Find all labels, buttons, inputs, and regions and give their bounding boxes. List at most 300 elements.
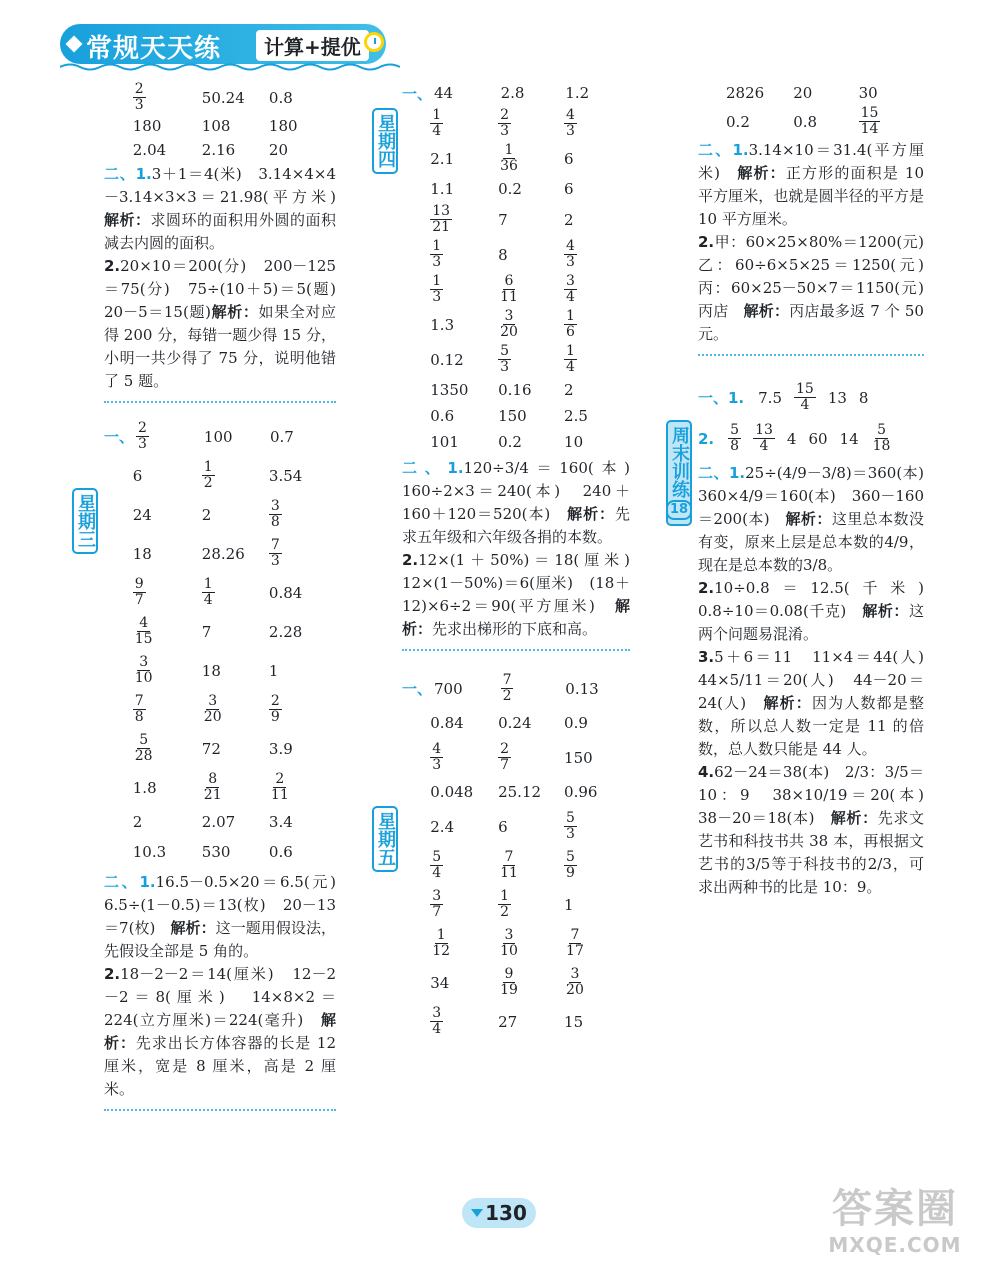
arrow-down-icon <box>471 1209 483 1217</box>
answer-value: 0.13 <box>565 679 599 698</box>
fraction-numerator: 1 <box>436 927 446 943</box>
answer-row <box>104 139 336 161</box>
fraction <box>498 928 520 959</box>
answer-cell <box>430 316 498 334</box>
answer-cell <box>269 584 336 602</box>
answer-cell <box>269 623 336 641</box>
fraction-denominator: 21 <box>432 219 451 235</box>
fraction-denominator: 4 <box>203 592 213 608</box>
hint-text: 这两个问题易混淆。 <box>698 602 924 643</box>
item-label: 2. <box>698 579 715 597</box>
fraction-denominator: 10 <box>134 670 153 686</box>
answer-value: 20 <box>793 84 813 102</box>
answer-value: 0.8 <box>268 88 293 107</box>
answer-cell <box>498 818 564 836</box>
item-label: 二、1. <box>698 464 746 482</box>
fraction-denominator: 11 <box>500 289 518 305</box>
fraction <box>564 850 577 881</box>
fraction-denominator: 2 <box>203 475 213 491</box>
fraction-numerator: 4 <box>566 238 575 254</box>
fraction-denominator: 3 <box>270 553 280 569</box>
answer-value: 25.12 <box>498 783 542 801</box>
answer-paragraph <box>698 761 940 899</box>
answer-paragraph <box>698 646 940 761</box>
answer-value: 2 <box>201 505 212 524</box>
item-label: 一、1. <box>698 389 745 407</box>
answer-cell <box>202 545 269 563</box>
answer-cell <box>430 108 498 139</box>
answer-cell <box>430 351 498 369</box>
fraction-numerator: 3 <box>208 693 218 709</box>
answer-value: 60 <box>808 429 828 448</box>
fraction-denominator: 3 <box>500 123 510 139</box>
answer-cell <box>269 843 336 861</box>
fraction <box>564 239 577 270</box>
answer-value: 7.5 <box>758 388 782 407</box>
section-divider <box>104 1109 336 1111</box>
section-divider <box>104 401 336 403</box>
section-wed <box>104 420 352 1111</box>
answer-grid <box>104 421 336 863</box>
answer-cell <box>430 928 498 959</box>
fraction <box>498 108 511 139</box>
answer-text: 16.5－0.5×20＝6.5(元) 6.5÷(1－0.5)＝13(枚) 20－13＝7(枚) <box>104 873 352 937</box>
header-title: 常规天天练 <box>86 34 222 64</box>
answer-cell <box>133 616 202 647</box>
answer-value: 15 <box>564 1012 584 1031</box>
hint-label: 解析： <box>210 303 259 321</box>
answer-cell <box>269 499 336 530</box>
fraction-numerator: 5 <box>877 422 886 438</box>
answer-cell <box>269 89 336 107</box>
header-subtitle: 计算+提优 <box>256 30 369 61</box>
answer-value: 530 <box>201 843 231 861</box>
fraction-denominator: 4 <box>432 123 442 139</box>
day-tag-text: 星期四 <box>375 114 396 168</box>
answer-cell <box>498 928 564 959</box>
answer-cell <box>498 274 564 305</box>
answer-cell <box>501 673 566 704</box>
answer-value: 1.8 <box>132 778 157 797</box>
item-label: 2. <box>402 551 419 569</box>
answer-value: 1350 <box>430 381 469 399</box>
answer-cell <box>498 309 564 340</box>
answer-text: 3＋1＝4(米) 3.14×4×4－3.14×3×3＝21.98(平方米) <box>104 165 351 206</box>
answer-value: 1 <box>268 661 279 680</box>
fraction-numerator: 1 <box>566 343 575 359</box>
answer-row <box>402 712 630 734</box>
answer-cell <box>564 928 630 959</box>
watermark-text: 答案圈 <box>832 1186 958 1232</box>
answer-cell <box>498 180 564 198</box>
answer-value: 180 <box>132 117 162 135</box>
answer-cell <box>564 749 630 767</box>
answer-line-row <box>698 423 924 454</box>
answer-value: 150 <box>564 748 593 767</box>
fraction <box>430 274 443 305</box>
fraction-numerator: 5 <box>432 849 442 865</box>
answer-value: 18 <box>132 544 152 563</box>
answer-cell <box>202 89 269 107</box>
fraction <box>564 967 586 998</box>
fraction <box>430 850 443 881</box>
answer-cell <box>564 896 630 914</box>
answer-value: 7 <box>201 622 212 641</box>
answer-row <box>402 309 630 340</box>
answer-value: 4 <box>786 429 797 448</box>
fraction <box>430 204 452 235</box>
answer-cell <box>269 141 336 159</box>
answer-value: 7 <box>498 210 508 229</box>
answer-cell <box>269 117 336 135</box>
answer-cell <box>269 467 336 485</box>
fraction-numerator: 2 <box>275 771 285 787</box>
fraction-denominator: 3 <box>138 436 147 452</box>
answer-value: 0.9 <box>564 714 588 732</box>
answer-cell <box>564 783 630 801</box>
fraction-denominator: 3 <box>134 97 144 113</box>
answer-value: 20 <box>268 141 288 159</box>
hint-text: 如果全对应得 200 分，每错一题少得 15 分，小明一共少得了 75 分，说明他错了 5 题。 <box>104 303 336 390</box>
hint-label: 解析： <box>170 919 216 937</box>
answer-cell <box>133 141 202 159</box>
answer-value: 2.5 <box>564 407 588 425</box>
fraction <box>498 143 520 174</box>
item-label: 二、1. <box>104 165 152 183</box>
fraction-denominator: 3 <box>432 289 442 305</box>
answer-cell <box>498 143 564 174</box>
answer-row <box>402 274 630 305</box>
fraction-denominator: 20 <box>566 982 584 998</box>
day-tag-weekend <box>666 420 692 526</box>
answer-cell <box>133 694 202 725</box>
day-tag-text: 周末训练 <box>669 426 690 498</box>
hint-text: 丙店最多返 7 个 50 元。 <box>698 302 924 343</box>
fraction-denominator: 6 <box>566 324 575 340</box>
answer-row <box>402 82 630 104</box>
hint-label: 解析： <box>743 302 790 320</box>
answer-value: 72 <box>201 739 221 758</box>
fraction-denominator: 10 <box>500 943 518 959</box>
answer-value: 10 <box>564 433 584 451</box>
answer-grid <box>104 82 336 161</box>
fraction-denominator: 9 <box>566 865 575 881</box>
day-tag-fri <box>372 806 398 872</box>
answer-value: 2.16 <box>201 141 236 159</box>
answer-cell <box>430 407 498 425</box>
fraction-numerator: 9 <box>134 576 144 592</box>
answer-cell <box>498 967 564 998</box>
fraction-denominator: 4 <box>432 1021 442 1037</box>
day-tag-text: 星期三 <box>75 494 96 548</box>
fraction-numerator: 3 <box>566 273 575 289</box>
answer-cell <box>202 506 269 524</box>
item-label: 二、1. <box>698 141 749 159</box>
answer-value: 0.8 <box>793 112 818 131</box>
answer-cell <box>430 783 498 801</box>
answer-cell <box>430 274 498 305</box>
answer-cell <box>564 211 630 229</box>
answer-cell <box>564 407 630 425</box>
fraction <box>794 382 816 413</box>
hint-text: 这一题用假设法，先假设全部是 5 角的。 <box>104 919 336 960</box>
answer-cell <box>430 889 498 920</box>
watermark-site: MXQE.COM <box>828 1233 962 1257</box>
answer-cell <box>498 783 564 801</box>
fraction-denominator: 7 <box>134 592 144 608</box>
fraction-denominator: 4 <box>800 397 810 413</box>
answer-cell <box>498 108 564 139</box>
answer-cell <box>136 421 204 452</box>
answer-paragraph <box>698 139 924 231</box>
section-divider <box>698 354 924 356</box>
fraction-denominator: 36 <box>500 158 518 174</box>
answer-cell <box>565 84 630 102</box>
fraction-numerator: 1 <box>203 576 213 592</box>
answer-value: 0.048 <box>430 783 474 801</box>
fraction <box>202 772 224 803</box>
page-header <box>60 18 400 70</box>
answer-value: 6 <box>564 180 574 198</box>
answer-cell <box>202 772 269 803</box>
answer-cell <box>133 467 202 485</box>
answer-value: 1.3 <box>430 315 455 334</box>
fraction-numerator: 5 <box>139 732 149 748</box>
answer-row <box>402 673 630 704</box>
watermark <box>800 1185 990 1267</box>
answer-row <box>104 460 336 491</box>
fraction <box>430 928 452 959</box>
answer-value: 0.2 <box>726 112 750 131</box>
fraction-numerator: 7 <box>570 927 580 943</box>
answer-row <box>402 405 630 427</box>
answer-cell <box>859 84 924 102</box>
hint-text: 先求五年级和六年级各捐的本数。 <box>402 505 630 546</box>
fraction-denominator: 2 <box>502 688 512 704</box>
answer-cell <box>434 680 501 698</box>
fraction <box>498 850 520 881</box>
fraction-denominator: 2 <box>500 904 510 920</box>
hint-text: 这里总本数没有变，原来上层是总本数的4/9，现在是总本数的3/8。 <box>698 510 924 574</box>
answer-value: 2.07 <box>201 813 236 831</box>
answer-value: 2.8 <box>500 84 525 102</box>
answer-text: 18－2－2＝14(厘米) 12－2－2＝8(厘米) 14×8×2＝224(立方厘米)＝224(毫升) <box>104 965 336 1029</box>
fraction-numerator: 2 <box>500 741 510 757</box>
item-label: 2. <box>698 233 715 251</box>
fraction-numerator: 2 <box>500 107 510 123</box>
answer-row <box>104 694 336 725</box>
answer-cell <box>564 180 630 198</box>
wave-decoration <box>60 62 400 72</box>
answer-value: 50.24 <box>201 88 245 107</box>
fraction <box>133 577 146 608</box>
answer-cell <box>564 967 630 998</box>
fraction-denominator: 7 <box>432 904 442 920</box>
fraction-numerator: 5 <box>730 422 740 438</box>
answer-row <box>402 239 630 270</box>
fraction-numerator: 7 <box>502 672 512 688</box>
fraction <box>564 811 577 842</box>
answer-value: 2.1 <box>430 149 455 168</box>
answer-cell <box>564 150 630 168</box>
answer-cell <box>564 239 630 270</box>
answer-value: 6 <box>564 149 574 168</box>
answer-text: 3.14×10＝31.4(平方厘米) <box>698 141 924 182</box>
fraction-numerator: 1 <box>432 107 442 123</box>
fraction <box>498 344 511 375</box>
answer-cell <box>498 742 564 773</box>
fraction <box>269 694 282 725</box>
answer-cell <box>133 82 202 113</box>
item-label: 3. <box>698 648 715 666</box>
answer-value: 0.2 <box>498 433 522 451</box>
answer-value: 150 <box>498 407 527 425</box>
answer-cell <box>202 813 269 831</box>
fraction-numerator: 3 <box>432 888 442 904</box>
answer-cell <box>133 733 202 764</box>
answer-cell <box>498 433 564 451</box>
fraction <box>133 82 146 113</box>
answer-value: 2 <box>132 813 143 831</box>
answer-cell <box>133 779 202 797</box>
answer-cell <box>498 381 564 399</box>
hint-text: 因为人数都是整数，所以总人数一定是 11 的倍数，总人数只能是 44 人。 <box>698 694 924 758</box>
answer-grid <box>402 673 630 1037</box>
answer-paragraph <box>104 871 352 963</box>
fraction-denominator: 8 <box>270 514 280 530</box>
fraction-denominator: 20 <box>203 709 222 725</box>
answer-cell <box>133 545 202 563</box>
fraction-numerator: 5 <box>500 343 510 359</box>
answer-row <box>402 967 630 998</box>
fraction-numerator: 7 <box>504 849 514 865</box>
section-weekend <box>698 381 940 899</box>
hint-text: 先求出梯形的下底和高。 <box>432 620 598 638</box>
answer-row <box>402 108 630 139</box>
fraction-numerator: 13 <box>432 203 451 219</box>
answer-cell <box>498 211 564 229</box>
fraction-numerator: 13 <box>755 422 773 438</box>
answer-paragraph <box>698 577 940 646</box>
fraction-denominator: 8 <box>134 709 144 725</box>
fraction-numerator: 7 <box>270 537 280 553</box>
hint-label: 解析： <box>862 602 909 620</box>
hint-text: 先求文艺书和科技书共 38 本，再根据文艺书的3/5等于科技书的2/3，可求出两种书的比是 10：9。 <box>698 809 924 896</box>
fraction-denominator: 11 <box>500 865 518 881</box>
answer-cell <box>269 538 336 569</box>
answer-text: 10÷0.8＝12.5(千米) 0.8÷10＝0.08(千克) <box>698 579 940 620</box>
answer-value: 6 <box>498 817 508 836</box>
item-label: 二、1. <box>104 873 156 891</box>
fraction-denominator: 9 <box>270 709 280 725</box>
section-thu <box>402 82 646 651</box>
hint-label: 解析： <box>104 211 151 229</box>
answer-text: 12×(1＋50%)＝18(厘米) 12×(1－50%)＝6(厘米) (18＋12)×6÷2＝90(平方厘米) <box>402 551 646 615</box>
answer-paragraph <box>698 231 940 346</box>
answer-paragraph <box>104 963 336 1101</box>
day-tag-number: 18 <box>666 500 692 520</box>
fraction <box>859 106 881 137</box>
answer-cell <box>501 84 566 102</box>
answer-value: 2 <box>564 381 574 399</box>
fraction-numerator: 8 <box>208 771 218 787</box>
hint-text: 正方形的面积是 10 平方厘米，也就是圆半径的平方是 10 平方厘米。 <box>698 164 924 228</box>
fraction-denominator: 4 <box>566 359 575 375</box>
fraction <box>133 616 155 647</box>
answer-value: 2.04 <box>132 141 167 159</box>
fraction-denominator: 3 <box>432 757 442 773</box>
fraction <box>728 423 741 454</box>
fraction-denominator: 8 <box>730 438 740 454</box>
answer-cell <box>430 204 498 235</box>
fraction-denominator: 21 <box>203 787 222 803</box>
answer-value: 8 <box>858 388 869 407</box>
fraction-denominator: 3 <box>566 123 575 139</box>
fraction <box>202 577 215 608</box>
fraction-denominator: 3 <box>500 359 510 375</box>
answer-value: 700 <box>434 679 463 698</box>
answer-text: 120÷3/4＝160(本) 160÷2×3＝240(本) 240＋160＋120＝520(本) <box>402 459 646 523</box>
fraction <box>498 742 511 773</box>
answer-value: 180 <box>268 117 298 135</box>
fraction <box>202 694 224 725</box>
answer-cell <box>202 623 269 641</box>
answer-value: 108 <box>201 117 231 135</box>
hint-text: 求圆环的面积用外圆的面积减去内圆的面积。 <box>104 211 336 252</box>
fraction <box>564 274 577 305</box>
fraction-numerator: 3 <box>504 308 514 324</box>
answer-value: 0.24 <box>498 714 532 732</box>
answer-cell <box>430 150 498 168</box>
answer-row <box>402 928 630 959</box>
answer-row <box>104 499 336 530</box>
fraction-denominator: 20 <box>500 324 518 340</box>
answer-cell <box>434 84 501 102</box>
fraction-denominator: 18 <box>872 438 891 454</box>
answer-row <box>104 811 336 833</box>
answer-cell <box>430 381 498 399</box>
answer-cell <box>726 84 793 102</box>
answer-cell <box>564 433 630 451</box>
fraction-numerator: 1 <box>500 888 510 904</box>
answer-value: 2.4 <box>430 817 455 836</box>
item-label: 二、1. <box>402 459 464 477</box>
column-3 <box>698 82 940 899</box>
answer-cell <box>133 655 202 686</box>
answer-value: 2826 <box>726 84 765 102</box>
item-label: 2. <box>698 429 715 448</box>
answer-cell <box>726 113 793 131</box>
fraction-numerator: 15 <box>860 105 879 121</box>
answer-value: 6 <box>132 466 143 485</box>
answer-value: 34 <box>430 973 450 992</box>
item-label: 2. <box>104 257 121 275</box>
hint-text: 先求出长方体容器的长是 12 厘米，宽是 8 厘米，高是 2 厘米。 <box>104 1034 336 1098</box>
fraction <box>269 499 282 530</box>
fraction-numerator: 2 <box>270 693 280 709</box>
fraction-numerator: 5 <box>566 810 575 826</box>
answer-cell <box>498 889 564 920</box>
answer-value: 2.28 <box>268 622 303 641</box>
answer-line-row <box>698 382 924 413</box>
answer-cell <box>859 106 924 137</box>
answer-value: 1 <box>564 895 574 914</box>
answer-value: 0.2 <box>498 180 522 198</box>
answer-cell <box>793 113 858 131</box>
fraction-denominator: 14 <box>860 121 879 137</box>
section-thu-tail <box>698 82 940 356</box>
fraction <box>564 309 577 340</box>
